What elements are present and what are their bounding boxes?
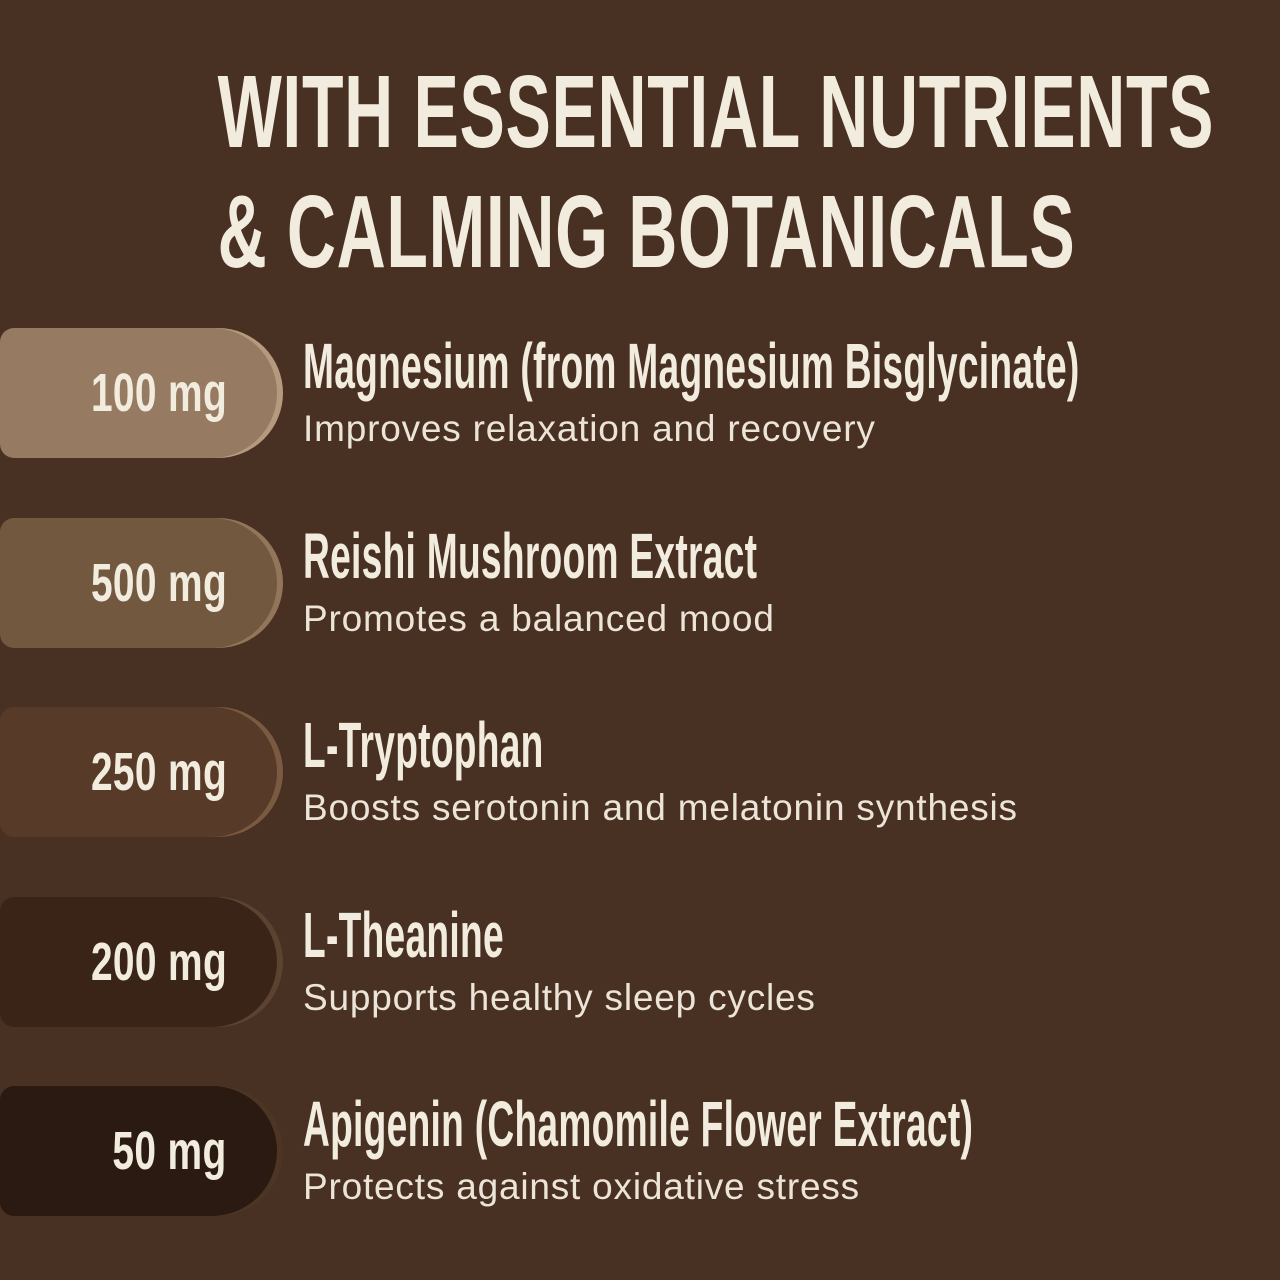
ingredient-row [0, 707, 1280, 837]
ingredient-text [303, 897, 1263, 1020]
ingredient-name: Reishi Mushroom Extract [303, 520, 758, 592]
ingredient-row [0, 1086, 1280, 1216]
ingredient-row [0, 518, 1280, 648]
dose-pill [0, 707, 277, 837]
dose-label: 250 mg [90, 742, 227, 802]
ingredient-name: Magnesium (from Magnesium Bisglycinate) [303, 330, 1080, 402]
page-title-line1: WITH ESSENTIAL NUTRIENTS [217, 54, 1215, 169]
page-title-line2: & CALMING BOTANICALS [217, 174, 1076, 289]
dose-pill [0, 897, 277, 1027]
ingredient-description: Protects against oxidative stress [303, 1166, 860, 1207]
ingredient-name: L-Theanine [303, 899, 504, 971]
ingredient-row [0, 328, 1280, 458]
ingredient-text [303, 707, 1263, 830]
ingredient-text [303, 1086, 1263, 1209]
ingredient-description: Promotes a balanced mood [303, 598, 775, 639]
ingredient-text [303, 328, 1263, 451]
dose-label: 200 mg [90, 932, 227, 992]
dose-pill [0, 518, 277, 648]
ingredient-description: Boosts serotonin and melatonin synthesis [303, 787, 1018, 828]
ingredient-name: L-Tryptophan [303, 709, 544, 781]
dose-pill [0, 1086, 277, 1216]
ingredient-row [0, 897, 1280, 1027]
dose-pill [0, 328, 277, 458]
dose-label: 100 mg [90, 363, 227, 423]
dose-label: 500 mg [90, 553, 227, 613]
dose-label: 50 mg [112, 1121, 227, 1181]
ingredient-text [303, 518, 1263, 641]
ingredient-description: Improves relaxation and recovery [303, 408, 876, 449]
ingredient-description: Supports healthy sleep cycles [303, 977, 816, 1018]
ingredient-name: Apigenin (Chamomile Flower Extract) [303, 1088, 974, 1160]
page-title [217, 52, 1215, 292]
